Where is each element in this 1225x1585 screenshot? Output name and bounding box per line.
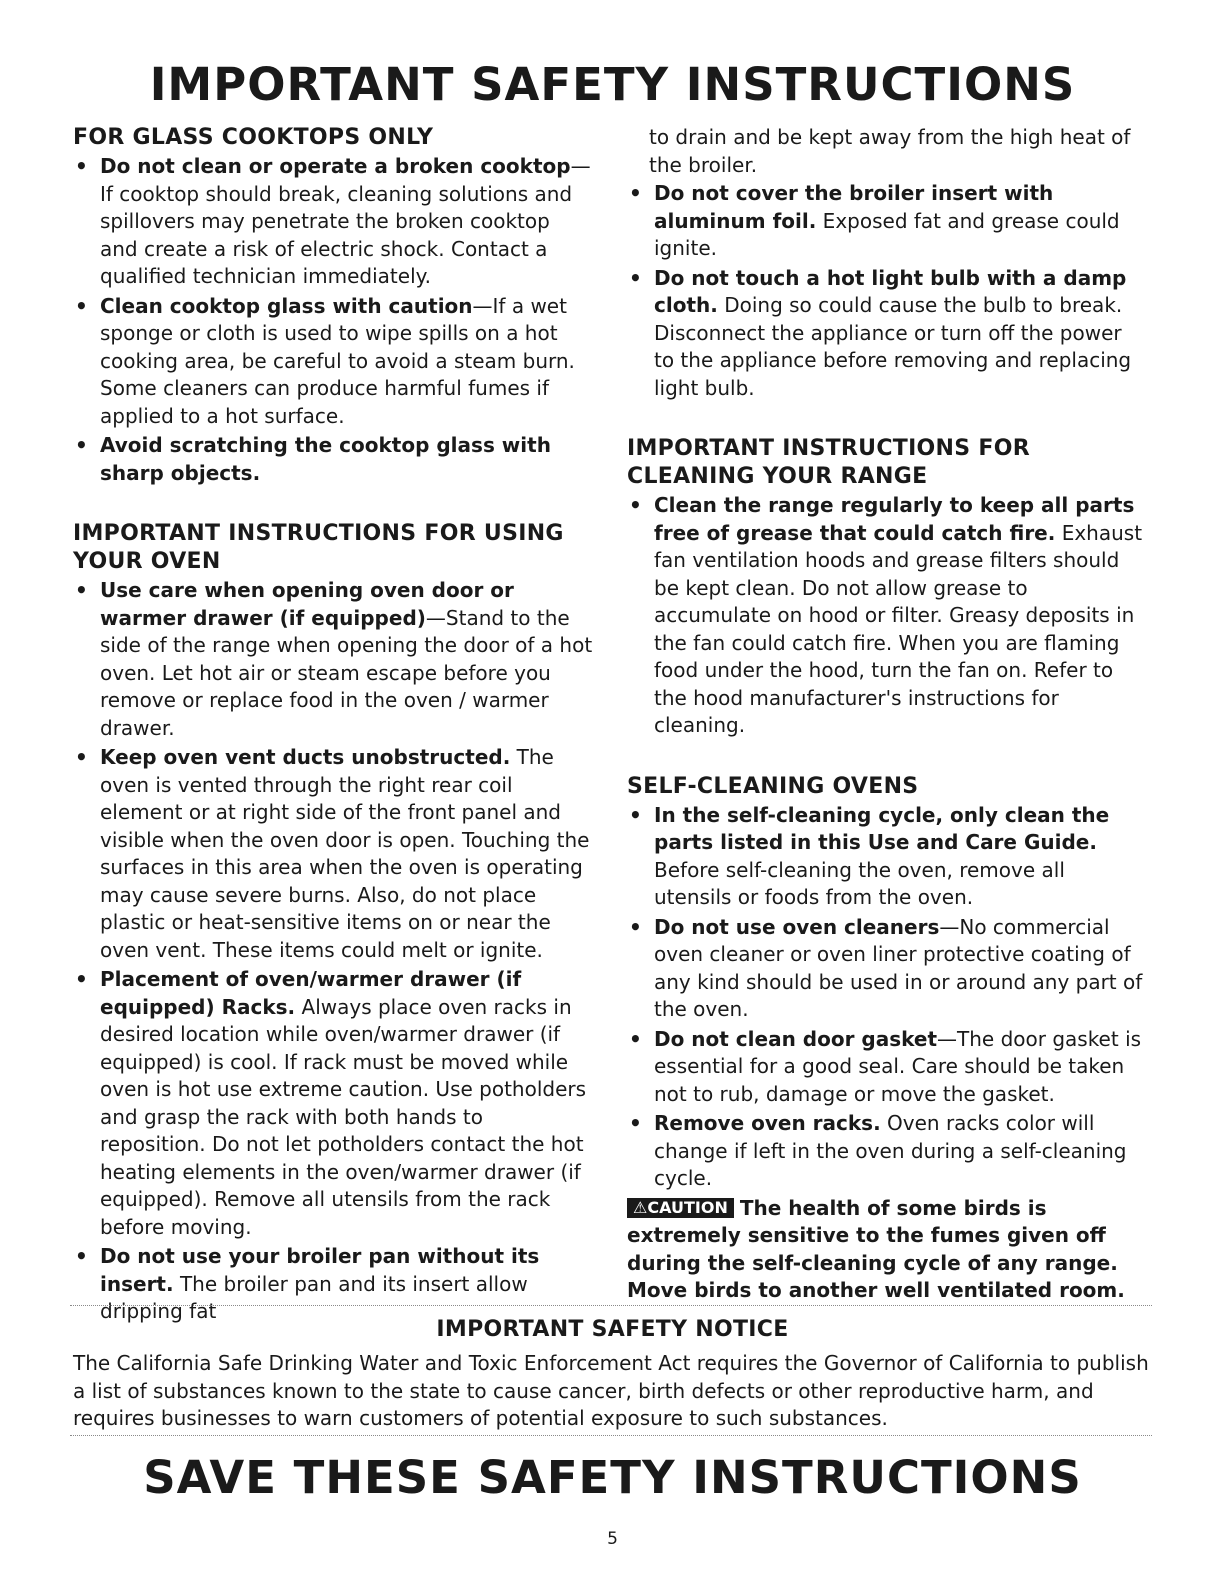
item-lead: Do not clean or operate a broken cooktop	[100, 154, 571, 178]
save-instructions-heading: SAVE THESE SAFETY INSTRUCTIONS	[143, 1451, 1082, 1504]
section-cleaning-range	[627, 435, 1147, 740]
item-text: Oven racks color will change if left in the oven during a self-cleaning cycle.	[654, 1111, 1127, 1190]
item-text: The oven is vented through the right rear coil element or at right side of the front panel and visible when the oven door is open. Touching the surfaces in this area when the oven is operating may cause severe burns. Also, do not place plastic or heat-sensitive items on or near the oven vent. These items could melt or ignite.	[100, 745, 590, 962]
item-lead: Keep oven vent ducts unobstructed.	[100, 745, 511, 769]
left-column	[73, 124, 593, 1359]
bullet-list	[73, 153, 593, 487]
item-text: Before self-cleaning the oven, remove all utensils or foods from the oven.	[654, 857, 1065, 909]
list-item	[73, 577, 593, 742]
list-item	[73, 1243, 593, 1326]
item-text: The broiler pan and its insert allow dripping fat	[100, 1271, 528, 1323]
item-lead: Placement of oven/warmer drawer (if equipped) Racks.	[100, 967, 522, 1019]
item-lead: Do not touch a hot light bulb with a damp cloth.	[654, 265, 1127, 317]
bullet-list	[627, 180, 1147, 402]
bullet-list	[627, 492, 1147, 740]
caution-note	[627, 1195, 1147, 1305]
caution-text: The health of some birds is extremely sensitive to the fumes given off during the self-cleaning cycle of any range. Move birds to another well ventilated room.	[627, 1195, 1125, 1302]
item-text: Exhaust fan ventilation hoods and grease filters should be kept clean. Do not allow grease to accumulate on hood or filter. Greasy deposits in the fan could catch fire. When you are flaming food under the hood, turn the fan on. Refer to the hood manufacturer's instructions for cleaning.	[654, 520, 1143, 737]
item-text: —The door gasket is essential for a good seal. Care should be taken not to rub, damage or move the gasket.	[654, 1026, 1142, 1106]
list-item	[73, 966, 593, 1241]
list-item	[627, 265, 1147, 403]
section-heading: SELF-CLEANING OVENS	[627, 773, 919, 799]
item-lead: Do not clean door gasket	[654, 1026, 938, 1051]
list-item	[627, 180, 1147, 263]
continued-text: to drain and be kept away from the high heat of the broiler.	[649, 125, 1131, 177]
page-number: 5	[607, 1529, 618, 1549]
section-continued	[627, 124, 1147, 402]
divider	[70, 1435, 1152, 1436]
item-text: —If cooktop should break, cleaning solutions and spillovers may penetrate the broken cooktop and create a risk of electric shock. Contact a qualified technician immediately.	[100, 154, 591, 288]
section-self-cleaning	[627, 773, 1147, 1305]
list-item	[627, 802, 1147, 912]
notice-text: The California Safe Drinking Water and Toxic Enforcement Act requires the Governor of California to publish a list of substances known to the state to cause cancer, birth defects or other reproductive harm, and requires businesses to warn customers of potential exposure to such substances.	[73, 1351, 1149, 1430]
section-heading: FOR GLASS COOKTOPS ONLY	[73, 125, 434, 150]
list-item	[627, 1026, 1147, 1109]
item-lead: Do not cover the broiler insert with aluminum foil.	[654, 181, 1054, 233]
list-item	[73, 293, 593, 431]
item-text: —If a wet sponge or cloth is used to wipe spills on a hot cooking area, be careful to avoid a steam burn. Some cleaners can produce harmful fumes if applied to a hot surface.	[100, 293, 575, 428]
item-text: Exposed fat and grease could ignite.	[654, 208, 1120, 260]
item-lead: Clean cooktop glass with caution	[100, 293, 473, 318]
item-text: —Stand to the side of the range when opening the door of a hot oven. Let hot air or steam escape before you remove or replace food in the oven / warmer drawer.	[100, 605, 593, 740]
item-lead: Clean the range regularly to keep all parts free of grease that could catch fire.	[654, 493, 1135, 545]
right-column	[627, 124, 1147, 1305]
item-lead: Do not use oven cleaners	[654, 914, 940, 939]
page-title: IMPORTANT SAFETY INSTRUCTIONS	[149, 58, 1076, 111]
item-lead: Avoid scratching the cooktop glass with sharp objects.	[100, 433, 551, 485]
list-item	[73, 153, 593, 291]
item-lead: Use care when opening oven door or warmer drawer (if equipped)	[100, 578, 514, 630]
caution-badge: ⚠CAUTION	[627, 1198, 734, 1218]
section-heading: IMPORTANT INSTRUCTIONS FOR CLEANING YOUR RANGE	[627, 436, 1030, 489]
item-text: Doing so could cause the bulb to break. Disconnect the appliance or turn off the power to the appliance before removing and replacing light bulb.	[654, 293, 1132, 400]
item-lead: Remove oven racks.	[654, 1111, 881, 1135]
section-glass-cooktops	[73, 124, 593, 487]
list-item	[73, 432, 593, 487]
item-lead: Do not use your broiler pan without its insert.	[100, 1244, 540, 1296]
list-item	[627, 1110, 1147, 1193]
bullet-list	[627, 802, 1147, 1193]
list-item	[627, 492, 1147, 740]
list-item	[73, 744, 593, 964]
list-item	[627, 914, 1147, 1024]
item-lead: In the self-cleaning cycle, only clean the parts listed in this Use and Care Guide.	[654, 802, 1110, 854]
item-text: —No commercial oven cleaner or oven liner protective coating of any kind should be used in or around any part of the oven.	[654, 914, 1143, 1021]
notice-title: IMPORTANT SAFETY NOTICE	[436, 1317, 789, 1342]
divider	[70, 1305, 1152, 1306]
item-text: Always place oven racks in desired location while oven/warmer drawer (if equipped) is cool. If rack must be moved while oven is hot use extreme caution. Use potholders and grasp the rack with both hands to reposition. Do not let potholders contact the hot heating elements in the oven/warmer drawer (if equipped). Remove all utensils from the rack before moving.	[100, 994, 587, 1239]
bullet-list	[73, 577, 593, 1326]
section-using-oven	[73, 520, 593, 1326]
section-heading: IMPORTANT INSTRUCTIONS FOR USING YOUR OVEN	[73, 521, 564, 574]
